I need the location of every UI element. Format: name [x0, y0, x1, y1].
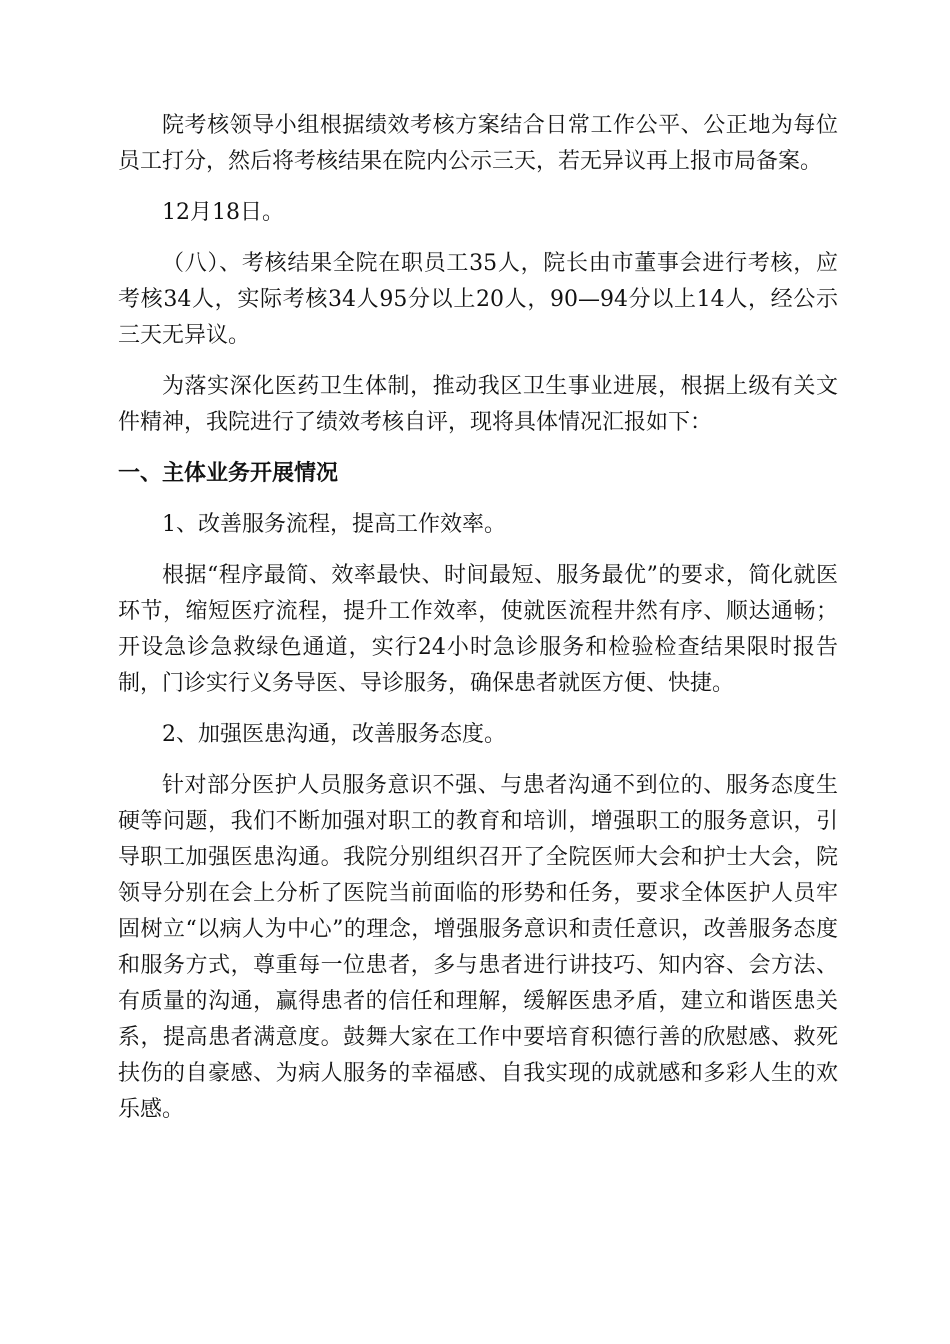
paragraph-date: 12月18日。 [162, 200, 284, 225]
paragraph-assessment-process: 院考核领导小组根据绩效考核方案结合日常工作公平、公正地为每位员工打分，然后将考核结果在院内公示三天，若无异议再上报市局备案。 [118, 113, 838, 174]
item-title-communication: 2、加强医患沟通，改善服务态度。 [162, 722, 506, 747]
section-heading: 一、主体业务开展情况 [118, 461, 339, 486]
paragraph-introduction: 为落实深化医药卫生体制，推动我区卫生事业进展，根据上级有关文件精神，我院进行了绩效考核自评，现将具体情况汇报如下： [118, 374, 838, 435]
paragraph-assessment-results: （八）、考核结果全院在职员工35人，院长由市董事会进行考核，应考核34人，实际考核34人95分以上20人，90—94分以上14人，经公示三天无异议。 [118, 251, 838, 348]
item-body-communication: 针对部分医护人员服务意识不强、与患者沟通不到位的、服务态度生硬等问题，我们不断加强对职工的教育和培训，增强职工的服务意识，引导职工加强医患沟通。我院分别组织召开了全院医师大会和护士大会，院领导分别在会上分析了医院当前面临的形势和任务，要求全体医护人员牢固树立“以病人为中心”的理念，增强服务意识和责任意识，改善服务态度和服务方式，尊重每一位患者，多与患者进行讲技巧、知内容、会方法、有质量的沟通，赢得患者的信任和理解，缓解医患矛盾，建立和谐医患关系，提高患者满意度。鼓舞大家在工作中要培育积德行善的欣慰感、救死扶伤的自豪感、为病人服务的幸福感、自我实现的成就感和多彩人生的欢乐感。 [118, 773, 838, 1122]
item-body-service-process: 根据“程序最简、效率最快、时间最短、服务最优”的要求，简化就医环节，缩短医疗流程，提升工作效率，使就医流程井然有序、顺达通畅；开设急诊急救绿色通道，实行24小时急诊服务和检验检查结果限时报告制，门诊实行义务导医、导诊服务，确保患者就医方便、快捷。 [118, 563, 838, 696]
document-body [118, 108, 838, 1143]
item-title-service-process: 1、改善服务流程，提高工作效率。 [162, 512, 506, 537]
